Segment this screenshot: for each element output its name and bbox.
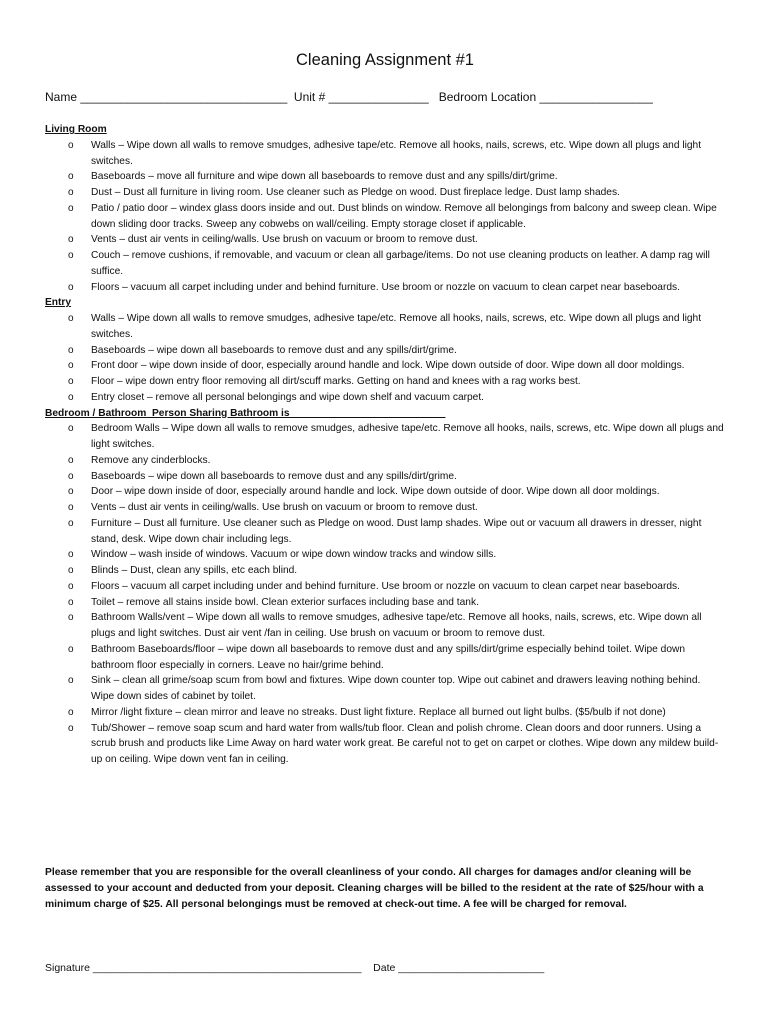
bullet-icon: o bbox=[68, 502, 74, 513]
list-item bbox=[45, 721, 725, 768]
page-title: Cleaning Assignment #1 bbox=[296, 51, 474, 69]
task-list bbox=[45, 311, 725, 406]
bullet-icon: o bbox=[68, 202, 74, 214]
list-item-text: Patio / patio door – windex glass doors inside and out. Dust blinds on window. Remove all belongings from balcony and sweep clean. Wipe down sliding door tracks. Sweep any cobwebs on wall/ceiling. Empty storage closet if applicable. bbox=[91, 202, 717, 230]
list-item-text: Vents – dust air vents in ceiling/walls. Use brush on vacuum or broom to remove dust. bbox=[91, 502, 478, 513]
date-label: Date bbox=[373, 962, 396, 974]
section-title-text: Living Room bbox=[45, 124, 107, 135]
bullet-icon: o bbox=[68, 549, 74, 561]
bullet-icon: o bbox=[68, 376, 74, 387]
list-item-text: Couch – remove cushions, if removable, and vacuum or clean all garbage/items. Do not use cleaning products on leather. A damp rag will suffice. bbox=[91, 250, 710, 277]
list-item-text: Walls – Wipe down all walls to remove smudges, adhesive tape/etc. Remove all hooks, nails, screws, etc. Wipe down all plugs and light switches. bbox=[91, 313, 702, 340]
bedroom-location-blank: _________________ bbox=[539, 90, 653, 104]
bullet-icon: o bbox=[68, 722, 74, 734]
list-item-text: Bathroom Baseboards/floor – wipe down all baseboards to remove dust and any spills/dirt/grime especially behind toilet. Wipe down bathroom floor especially in corners. Leave no hair/grime behind. bbox=[91, 643, 686, 671]
list-item bbox=[45, 516, 725, 548]
list-item-text: Toilet – remove all stains inside bowl. Clean exterior surfaces including base and tank. bbox=[91, 596, 479, 608]
list-item bbox=[45, 169, 725, 185]
list-item-text: Baseboards – wipe down all baseboards to remove dust and any spills/dirt/grime. bbox=[91, 344, 457, 356]
bullet-icon: o bbox=[68, 391, 74, 403]
list-item bbox=[45, 390, 725, 406]
task-list bbox=[45, 138, 725, 296]
list-item-text: Bedroom Walls – Wipe down all walls to remove smudges, adhesive tape/etc. Remove all hooks, nails, screws, etc. Wipe down all plugs and light switches. bbox=[91, 423, 724, 450]
section-title bbox=[45, 295, 725, 311]
bullet-icon: o bbox=[68, 517, 74, 529]
bullet-icon: o bbox=[68, 596, 74, 608]
list-item-text: Mirror /light fixture – clean mirror and leave no streaks. Dust light fixture. Replace all burned out light bulbs. ($5/bulb if not done) bbox=[91, 706, 666, 718]
list-item-text: Blinds – Dust, clean any spills, etc each blind. bbox=[91, 565, 298, 576]
section-title-text: Entry bbox=[45, 297, 72, 309]
list-item bbox=[45, 563, 725, 579]
list-item bbox=[45, 642, 725, 674]
header-fields bbox=[45, 89, 735, 105]
bullet-icon: o bbox=[68, 612, 74, 624]
bullet-icon: o bbox=[68, 675, 74, 687]
date-blank: _________________________ bbox=[398, 962, 545, 974]
list-item bbox=[45, 358, 725, 374]
list-item-text: Floor – wipe down entry floor removing all dirt/scuff marks. Getting on hand and knees with a rag works best. bbox=[91, 376, 581, 387]
list-item-text: Walls – Wipe down all walls to remove smudges, adhesive tape/etc. Remove all hooks, nails, screws, etc. Wipe down all plugs and light switches. bbox=[91, 139, 702, 167]
signature-blank: ______________________________________________ bbox=[92, 962, 362, 974]
bullet-icon: o bbox=[68, 313, 74, 324]
bullet-icon: o bbox=[68, 234, 74, 246]
bullet-icon: o bbox=[68, 565, 74, 576]
bullet-icon: o bbox=[68, 187, 74, 198]
list-item-text: Floors – vacuum all carpet including under and behind furniture. Use broom or nozzle on vacuum to clean carpet near baseboards. bbox=[91, 281, 680, 293]
bullet-icon: o bbox=[68, 454, 74, 466]
list-item-text: Dust – Dust all furniture in living room. Use cleaner such as Pledge on wood. Dust fireplace ledge. Dust lamp shades. bbox=[91, 187, 620, 198]
list-item bbox=[45, 280, 725, 296]
list-item-text: Remove any cinderblocks. bbox=[91, 454, 211, 466]
signature-label: Signature bbox=[45, 962, 90, 974]
list-item bbox=[45, 610, 725, 642]
list-item-text: Vents – dust air vents in ceiling/walls. Use brush on vacuum or broom to remove dust. bbox=[91, 234, 478, 246]
section-title bbox=[45, 406, 725, 422]
bullet-icon: o bbox=[68, 281, 74, 293]
list-item-text: Window – wash inside of windows. Vacuum or wipe down window tracks and window sills. bbox=[91, 549, 497, 561]
bullet-icon: o bbox=[68, 344, 74, 356]
list-item bbox=[45, 311, 725, 343]
list-item-text: Furniture – Dust all furniture. Use cleaner such as Pledge on wood. Dust lamp shades. Wipe out or vacuum all drawers in dresser, night stand, desk. Wipe down chair including legs. bbox=[91, 517, 702, 545]
bullet-icon: o bbox=[68, 470, 74, 482]
list-item bbox=[45, 500, 725, 516]
bullet-icon: o bbox=[68, 423, 74, 435]
unit-label: Unit # bbox=[293, 90, 326, 104]
list-item bbox=[45, 673, 725, 705]
sections-container bbox=[45, 122, 725, 768]
list-item-text: Sink – clean all grime/soap scum from bowl and fixtures. Wipe down counter top. Wipe out cabinet and drawers leaving nothing behind. Wipe down sides of cabinet by toilet. bbox=[91, 675, 701, 702]
list-item-text: Door – wipe down inside of door, especially around handle and lock. Wipe down outside of door. Wipe down all door moldings. bbox=[91, 486, 660, 498]
list-item bbox=[45, 343, 725, 359]
bullet-icon: o bbox=[68, 171, 74, 183]
task-list bbox=[45, 421, 725, 768]
responsibility-notice: Please remember that you are responsible for the overall cleanliness of your condo. All charges for damages and/or cleaning will be assessed to your account and deducted from your deposit. Cleaning charges will be billed to the resident at the rate of $25/hour with a minimum charge of $25. All personal belongings must be removed at check-out time. A fee will be charged for removal. bbox=[45, 867, 704, 910]
bullet-icon: o bbox=[68, 250, 74, 261]
list-item bbox=[45, 484, 725, 500]
list-item bbox=[45, 232, 725, 248]
list-item-text: Bathroom Walls/vent – Wipe down all walls to remove smudges, adhesive tape/etc. Remove all hooks, nails, screws, etc. Wipe down all plugs and light switches. Dust air vent /fan in ceiling. Use brush on vacuum or broom to remove dust. bbox=[91, 612, 702, 639]
section-title bbox=[45, 122, 725, 138]
list-item-text: Floors – vacuum all carpet including under and behind furniture. Use broom or nozzle on vacuum to clean carpet near baseboards. bbox=[91, 580, 680, 592]
list-item bbox=[45, 595, 725, 611]
list-item-text: Front door – wipe down inside of door, especially around handle and lock. Wipe down outside of door. Wipe down all door moldings. bbox=[91, 360, 685, 372]
signature-row bbox=[45, 960, 735, 976]
bullet-icon: o bbox=[68, 360, 74, 372]
list-item-text: Entry closet – remove all personal belongings and wipe down shelf and vacuum carpet. bbox=[91, 391, 485, 403]
bullet-icon: o bbox=[68, 486, 74, 498]
section-title-text: Bedroom / Bathroom bbox=[45, 407, 147, 419]
list-item bbox=[45, 705, 725, 721]
list-item-text: Baseboards – move all furniture and wipe down all baseboards to remove dust and any spills/dirt/grime. bbox=[91, 171, 558, 183]
bathroom-partner-field: Person Sharing Bathroom is ___________________________ bbox=[146, 407, 446, 419]
list-item bbox=[45, 201, 725, 233]
name-blank: _______________________________ bbox=[80, 90, 288, 104]
list-item bbox=[45, 421, 725, 453]
list-item bbox=[45, 185, 725, 201]
unit-blank: _______________ bbox=[328, 90, 429, 104]
bullet-icon: o bbox=[68, 643, 74, 655]
bullet-icon: o bbox=[68, 580, 74, 592]
list-item bbox=[45, 469, 725, 485]
list-item-text: Tub/Shower – remove soap scum and hard water from walls/tub floor. Clean and polish chrome. Clean doors and door runners. Using a scrub brush and products like Lime Away on hard water work great. Be careful not to get on carpet or clothes. Wipe down any mildew build-up on ceiling. Wipe down vent fan in ceiling. bbox=[91, 722, 719, 765]
bedroom-location-label: Bedroom Location bbox=[438, 90, 537, 104]
list-item-text: Baseboards – wipe down all baseboards to remove dust and any spills/dirt/grime. bbox=[91, 470, 457, 482]
bullet-icon: o bbox=[68, 139, 74, 151]
list-item bbox=[45, 579, 725, 595]
name-label: Name bbox=[45, 90, 78, 104]
bullet-icon: o bbox=[68, 706, 74, 718]
list-item bbox=[45, 453, 725, 469]
list-item bbox=[45, 374, 725, 390]
list-item bbox=[45, 138, 725, 170]
list-item bbox=[45, 248, 725, 280]
list-item bbox=[45, 547, 725, 563]
